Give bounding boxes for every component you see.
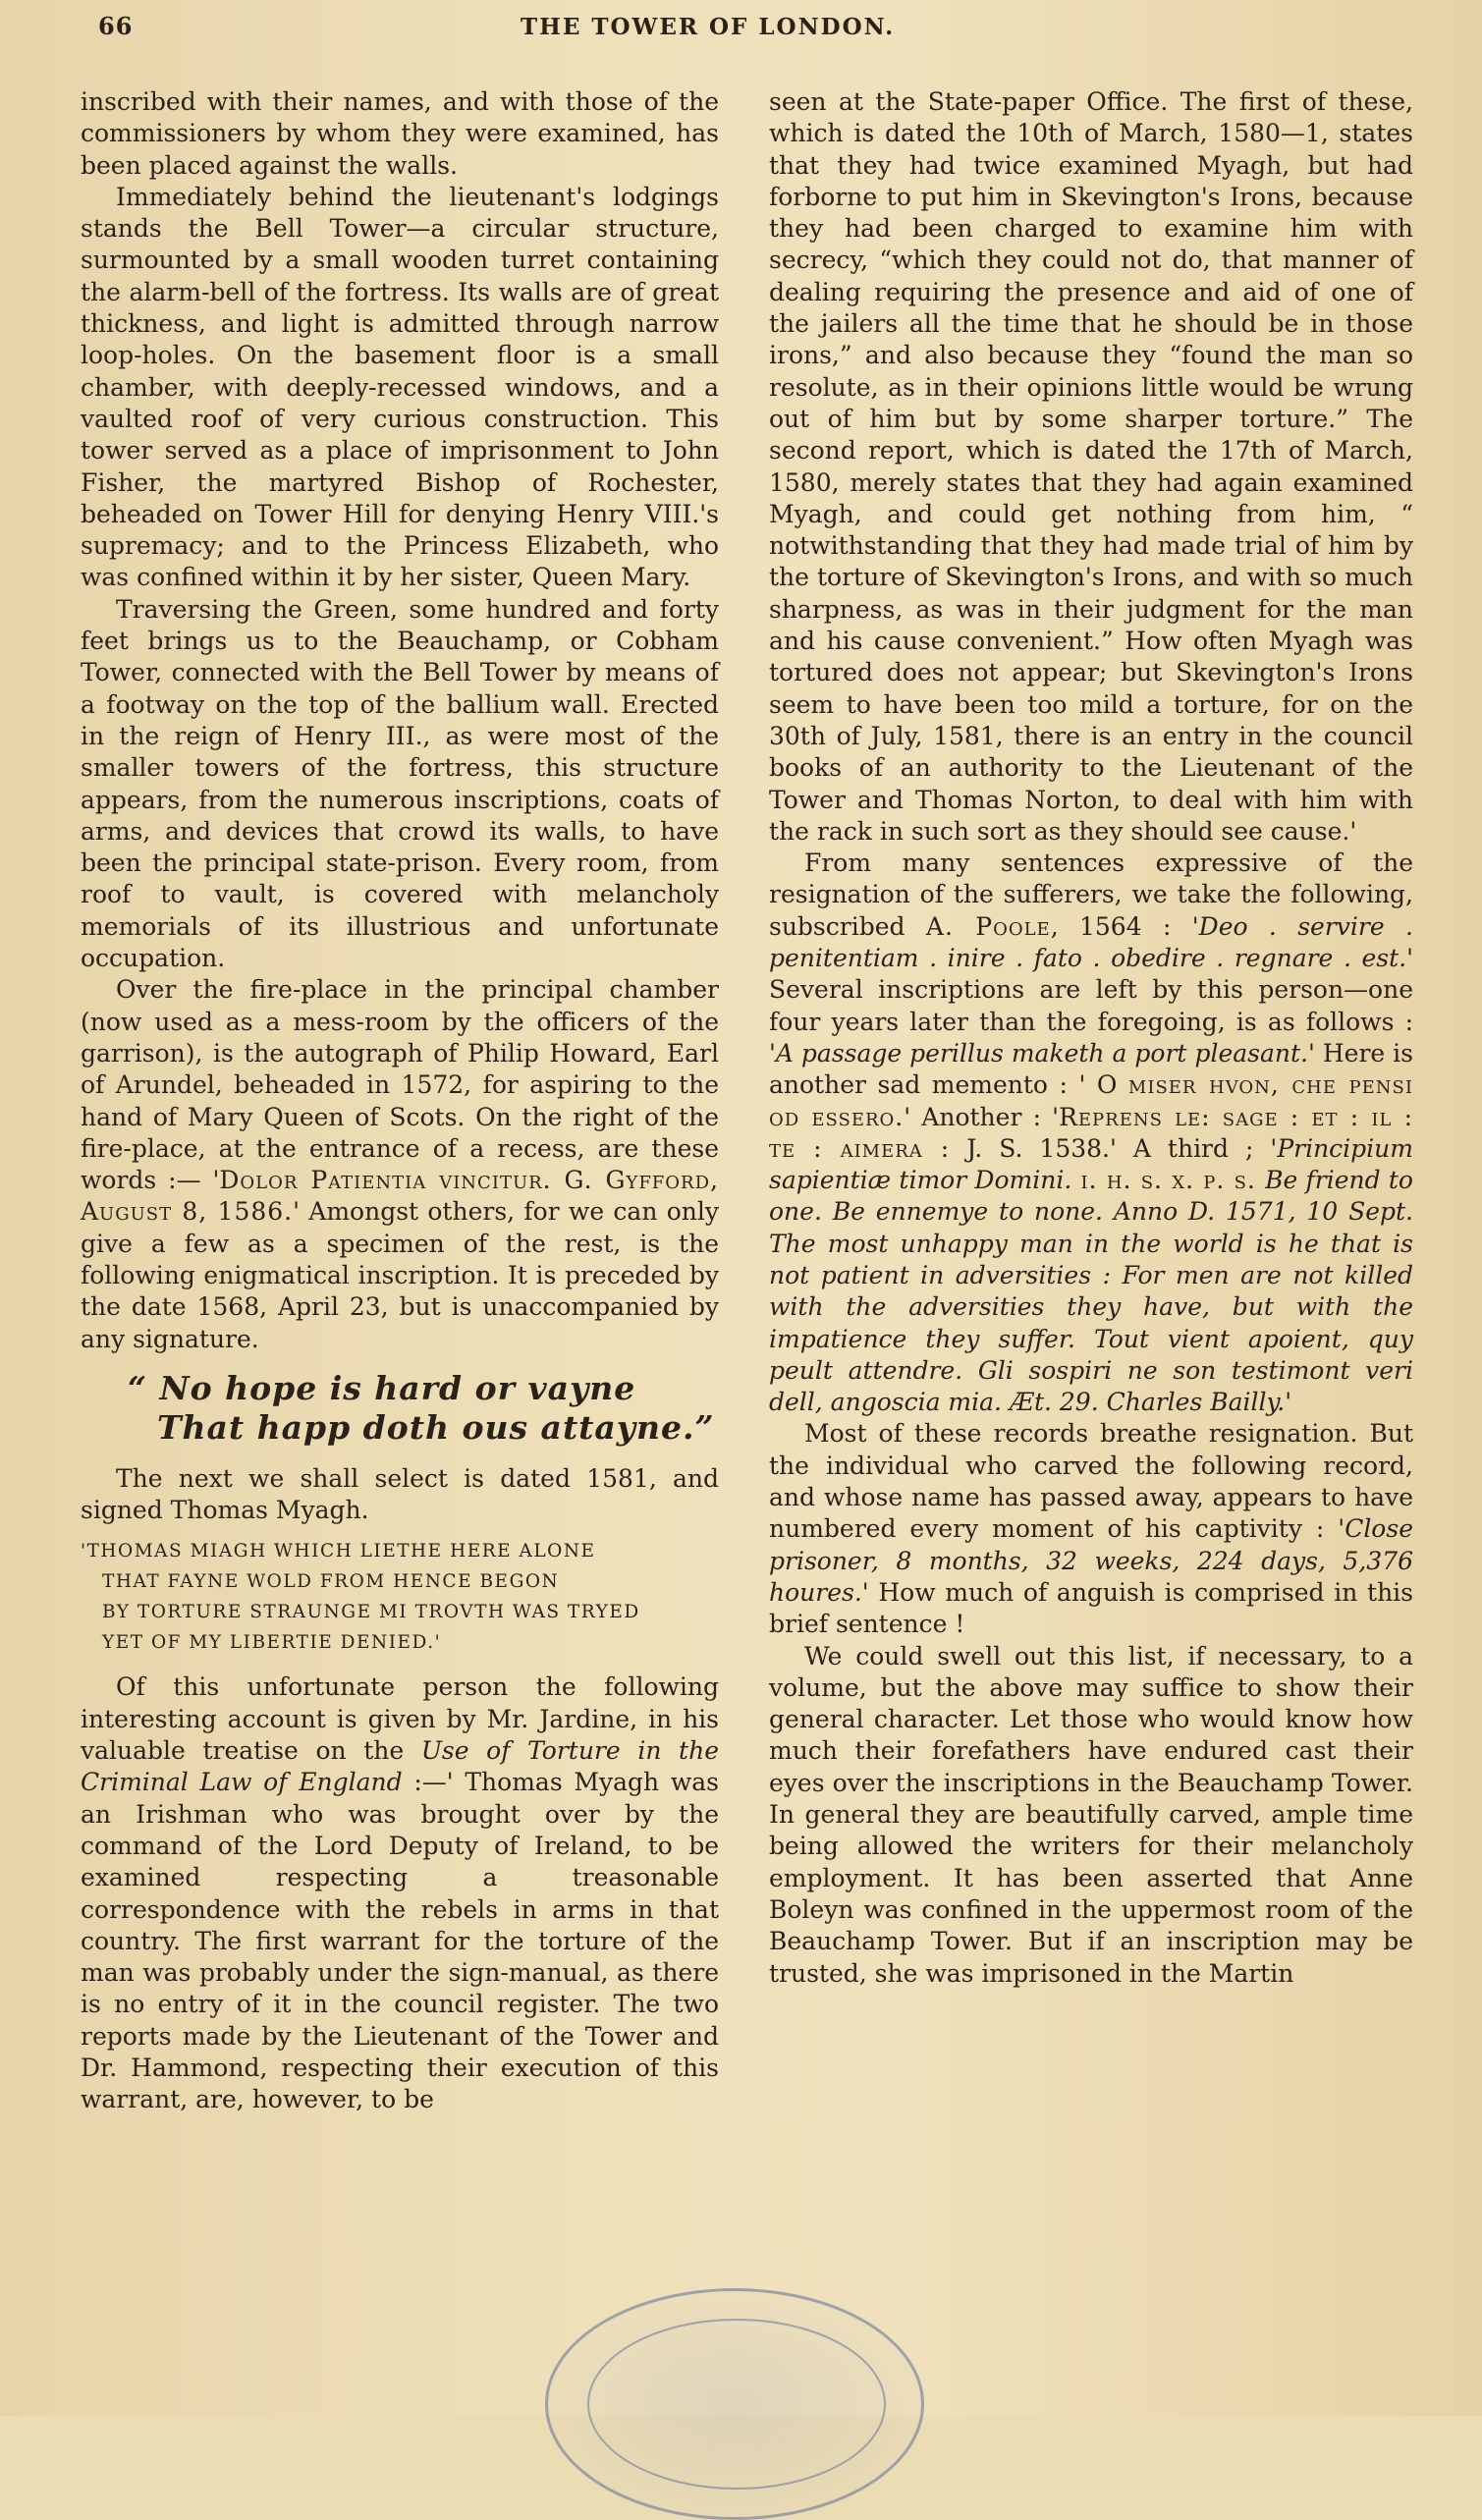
quoted-inscription: Close prisoner, 8 months, 32 weeks, 224 days, 5,376 houres. bbox=[769, 1514, 1413, 1607]
text-run: :—' Thomas Myagh was an Irishman who was brought over by the command of the Lord Deputy of Ireland, to be examined respecting a treasonable correspondence with the rebels in arms in that country. The first warrant for the torture of the man was probably under the sign-manual, as there is no entry of it in the council register. The two reports made by the Lieutenant of the Tower and Dr. Hammond, respecting their execution of this warrant, are, however, to be bbox=[81, 1768, 720, 2114]
page-header bbox=[98, 12, 1434, 51]
paragraph: seen at the State-paper Office. The first of these, which is dated the 10th of March, 1580—1, states that they had twice examined Myagh, but had forborne to put him in Skevington's Irons, because they had been charged to examine him with secrecy, “which they could not do, that manner of dealing requiring the presence and aid of one of the jailers all the time that he should be in those irons,” and also because they “found the man so resolute, as in their opinions little would be wrung out of him but by some sharper torture.” The second report, which is dated the 17th of March, 1580, merely states that they had again examined Myagh, and could get nothing from him, “ notwithstanding that they had made trial of him by the torture of Skevington's Irons, and with so much sharpness, as was in their judgment for the man and his cause convenient.” How often Myagh was tortured does not appear; but Skevington's Irons seem to have been too mild a torture, for on the 30th of July, 1581, there is an entry in the council books of an authority to the Lieutenant of the Tower and Thomas Norton, to deal with him with the rack in such sort as they should see cause.' bbox=[769, 87, 1413, 846]
text-run: ' Another : ' bbox=[904, 1102, 1060, 1131]
text-run: ' How much of anguish is comprised in this brief sentence ! bbox=[769, 1577, 1413, 1639]
book-title: Use of Torture in the Criminal Law of England bbox=[81, 1736, 719, 1797]
paragraph bbox=[769, 848, 1413, 1418]
inscription-line: THAT FAYNE WOLD FROM HENCE BEGON bbox=[102, 1571, 560, 1593]
quoted-inscription: miser hvon, che pensi od essero. bbox=[769, 1070, 1413, 1131]
paragraph: The next we shall select is dated 1581, and signed Thomas Myagh. bbox=[81, 1463, 719, 1525]
paragraph: Immediately behind the lieutenant's lodgings stands the Bell Tower—a circular structure, surmounted by a small wooden turret containing the alarm-bell of the fortress. Its walls are of great thickness, and light is admitted through narrow loop-holes. On the basement floor is a small chamber, with deeply-recessed windows, and a vaulted roof of very curious construction. This tower served as a place of imprisonment to John Fisher, the martyred Bishop of Rochester, beheaded on Tower Hill for denying Henry VIII.'s supremacy; and to the Princess Elizabeth, who was confined within it by her sister, Queen Mary. bbox=[81, 182, 719, 592]
monogram-text: i. h. s. x. p. s. bbox=[1071, 1166, 1266, 1195]
latin-motto: Deo . servire . penitentiam . inire . fato . obedire . regnare . est. bbox=[769, 911, 1413, 973]
inscription-text: Dolor Patientia vincitur. G. Gyfford, August 8, 1586. bbox=[81, 1166, 719, 1227]
blackletter-inscription bbox=[81, 1369, 719, 1448]
paragraph: inscribed with their names, and with those of the commissioners by whom they were examined, has been placed against the walls. bbox=[81, 87, 719, 180]
text-run: ' Several inscriptions are left by this person—one four years later than the foregoing, is as follows : ' bbox=[769, 944, 1413, 1068]
right-column bbox=[769, 86, 1413, 1990]
paragraph bbox=[81, 1671, 719, 2115]
myagh-inscription bbox=[81, 1536, 719, 1658]
text-run: ' Here is another sad memento : ' O bbox=[769, 1038, 1413, 1100]
quoted-inscription: Principium sapientiæ timor Domini. bbox=[769, 1133, 1413, 1195]
left-column bbox=[81, 86, 719, 2116]
text-run: ' Amongst others, for we can only give a few as a specimen of the rest, is the following enigmatical inscription. It is preceded by the date 1568, April 23, but is unaccompanied by any signature. bbox=[81, 1197, 719, 1353]
inscription-line: BY TORTURE STRAUNGE MI TROVTH WAS TRYED bbox=[102, 1602, 640, 1623]
paragraph: Traversing the Green, some hundred and forty feet brings us to the Beauchamp, or Cobham Tower, connected with the Bell Tower by means of a footway on the top of the ballium wall. Erected in the reign of Henry III., as were most of the smaller towers of the fortress, this structure appears, from the numerous inscriptions, coats of arms, and devices that crowd its walls, to have been the principal state-prison. Every room, from roof to vault, is covered with melancholy memorials of its illustrious and unfortunate occupation. bbox=[81, 594, 719, 973]
text-run: J. S. 1538.' A third ; ' bbox=[950, 1133, 1278, 1163]
running-title: THE TOWER OF LONDON. bbox=[521, 14, 896, 40]
text-run: From many sentences expressive of the resignation of the sufferers, we take the following, subscribed bbox=[769, 849, 1413, 941]
text-run: Over the fire-place in the principal chamber (now used as a mess-room by the officers of the garrison), is the autograph of Philip Howard, Earl of Arundel, beheaded in 1572, for aspiring to the hand of Mary Queen of Scots. On the right of the fire-place, at the entrance of a recess, are these words :— ' bbox=[81, 975, 719, 1195]
library-stamp-ring bbox=[587, 2319, 886, 2490]
quoted-inscription: Reprens le: sage : et : il : te : aimera : bbox=[769, 1102, 1413, 1163]
library-stamp bbox=[545, 2288, 924, 2520]
signer-name: A. Poole bbox=[925, 911, 1051, 941]
paragraph bbox=[769, 1418, 1413, 1640]
paragraph: We could swell out this list, if necessary, to a volume, but the above may suffice to show their general character. Let those who would know how much their forefathers have endured cast their eyes over the inscriptions in the Beauchamp Tower. In general they are beautifully carved, ample time being allowed the writers for their melancholy employment. It has been asserted that Anne Boleyn was confined in the uppermost room of the Beauchamp Tower. But if an inscription may be trusted, she was imprisoned in the Martin bbox=[769, 1641, 1413, 1988]
text-run: Of this unfortunate person the following interesting account is given by Mr. Jardine, in his valuable treatise on the bbox=[81, 1672, 719, 1766]
text-run: Most of these records breathe resignation. But the individual who carved the following record, and whose name has passed away, appears to have numbered every moment of his captivity : ' bbox=[769, 1419, 1413, 1544]
quoted-inscription: A passage perillus maketh a port pleasant. bbox=[775, 1038, 1308, 1068]
paragraph bbox=[81, 974, 719, 1355]
page-number: 66 bbox=[98, 12, 134, 40]
inscription-line: YET OF MY LIBERTIE DENIED.' bbox=[102, 1632, 442, 1654]
blackletter-line: “ No hope is hard or vayne bbox=[128, 1368, 636, 1407]
blackletter-line: That happ doth ous attayne.” bbox=[157, 1407, 715, 1447]
text-run: , 1564 : ' bbox=[1050, 911, 1199, 941]
quoted-inscription: Be friend to one. Be ennemye to none. Anno D. 1571, 10 Sept. The most unhappy man in the world is he that is not patient in adversities : For men are not killed with the adversities they have, but with the impatience they suffer. Tout vient apoient, quy peult attendre. Gli sospiri ne son testimont veri dell, angoscia mia. Æt. 29. Charles Bailly. bbox=[769, 1166, 1413, 1417]
inscription-line: 'THOMAS MIAGH WHICH LIETHE HERE ALONE bbox=[81, 1541, 596, 1562]
text-run: ' bbox=[1285, 1388, 1292, 1417]
